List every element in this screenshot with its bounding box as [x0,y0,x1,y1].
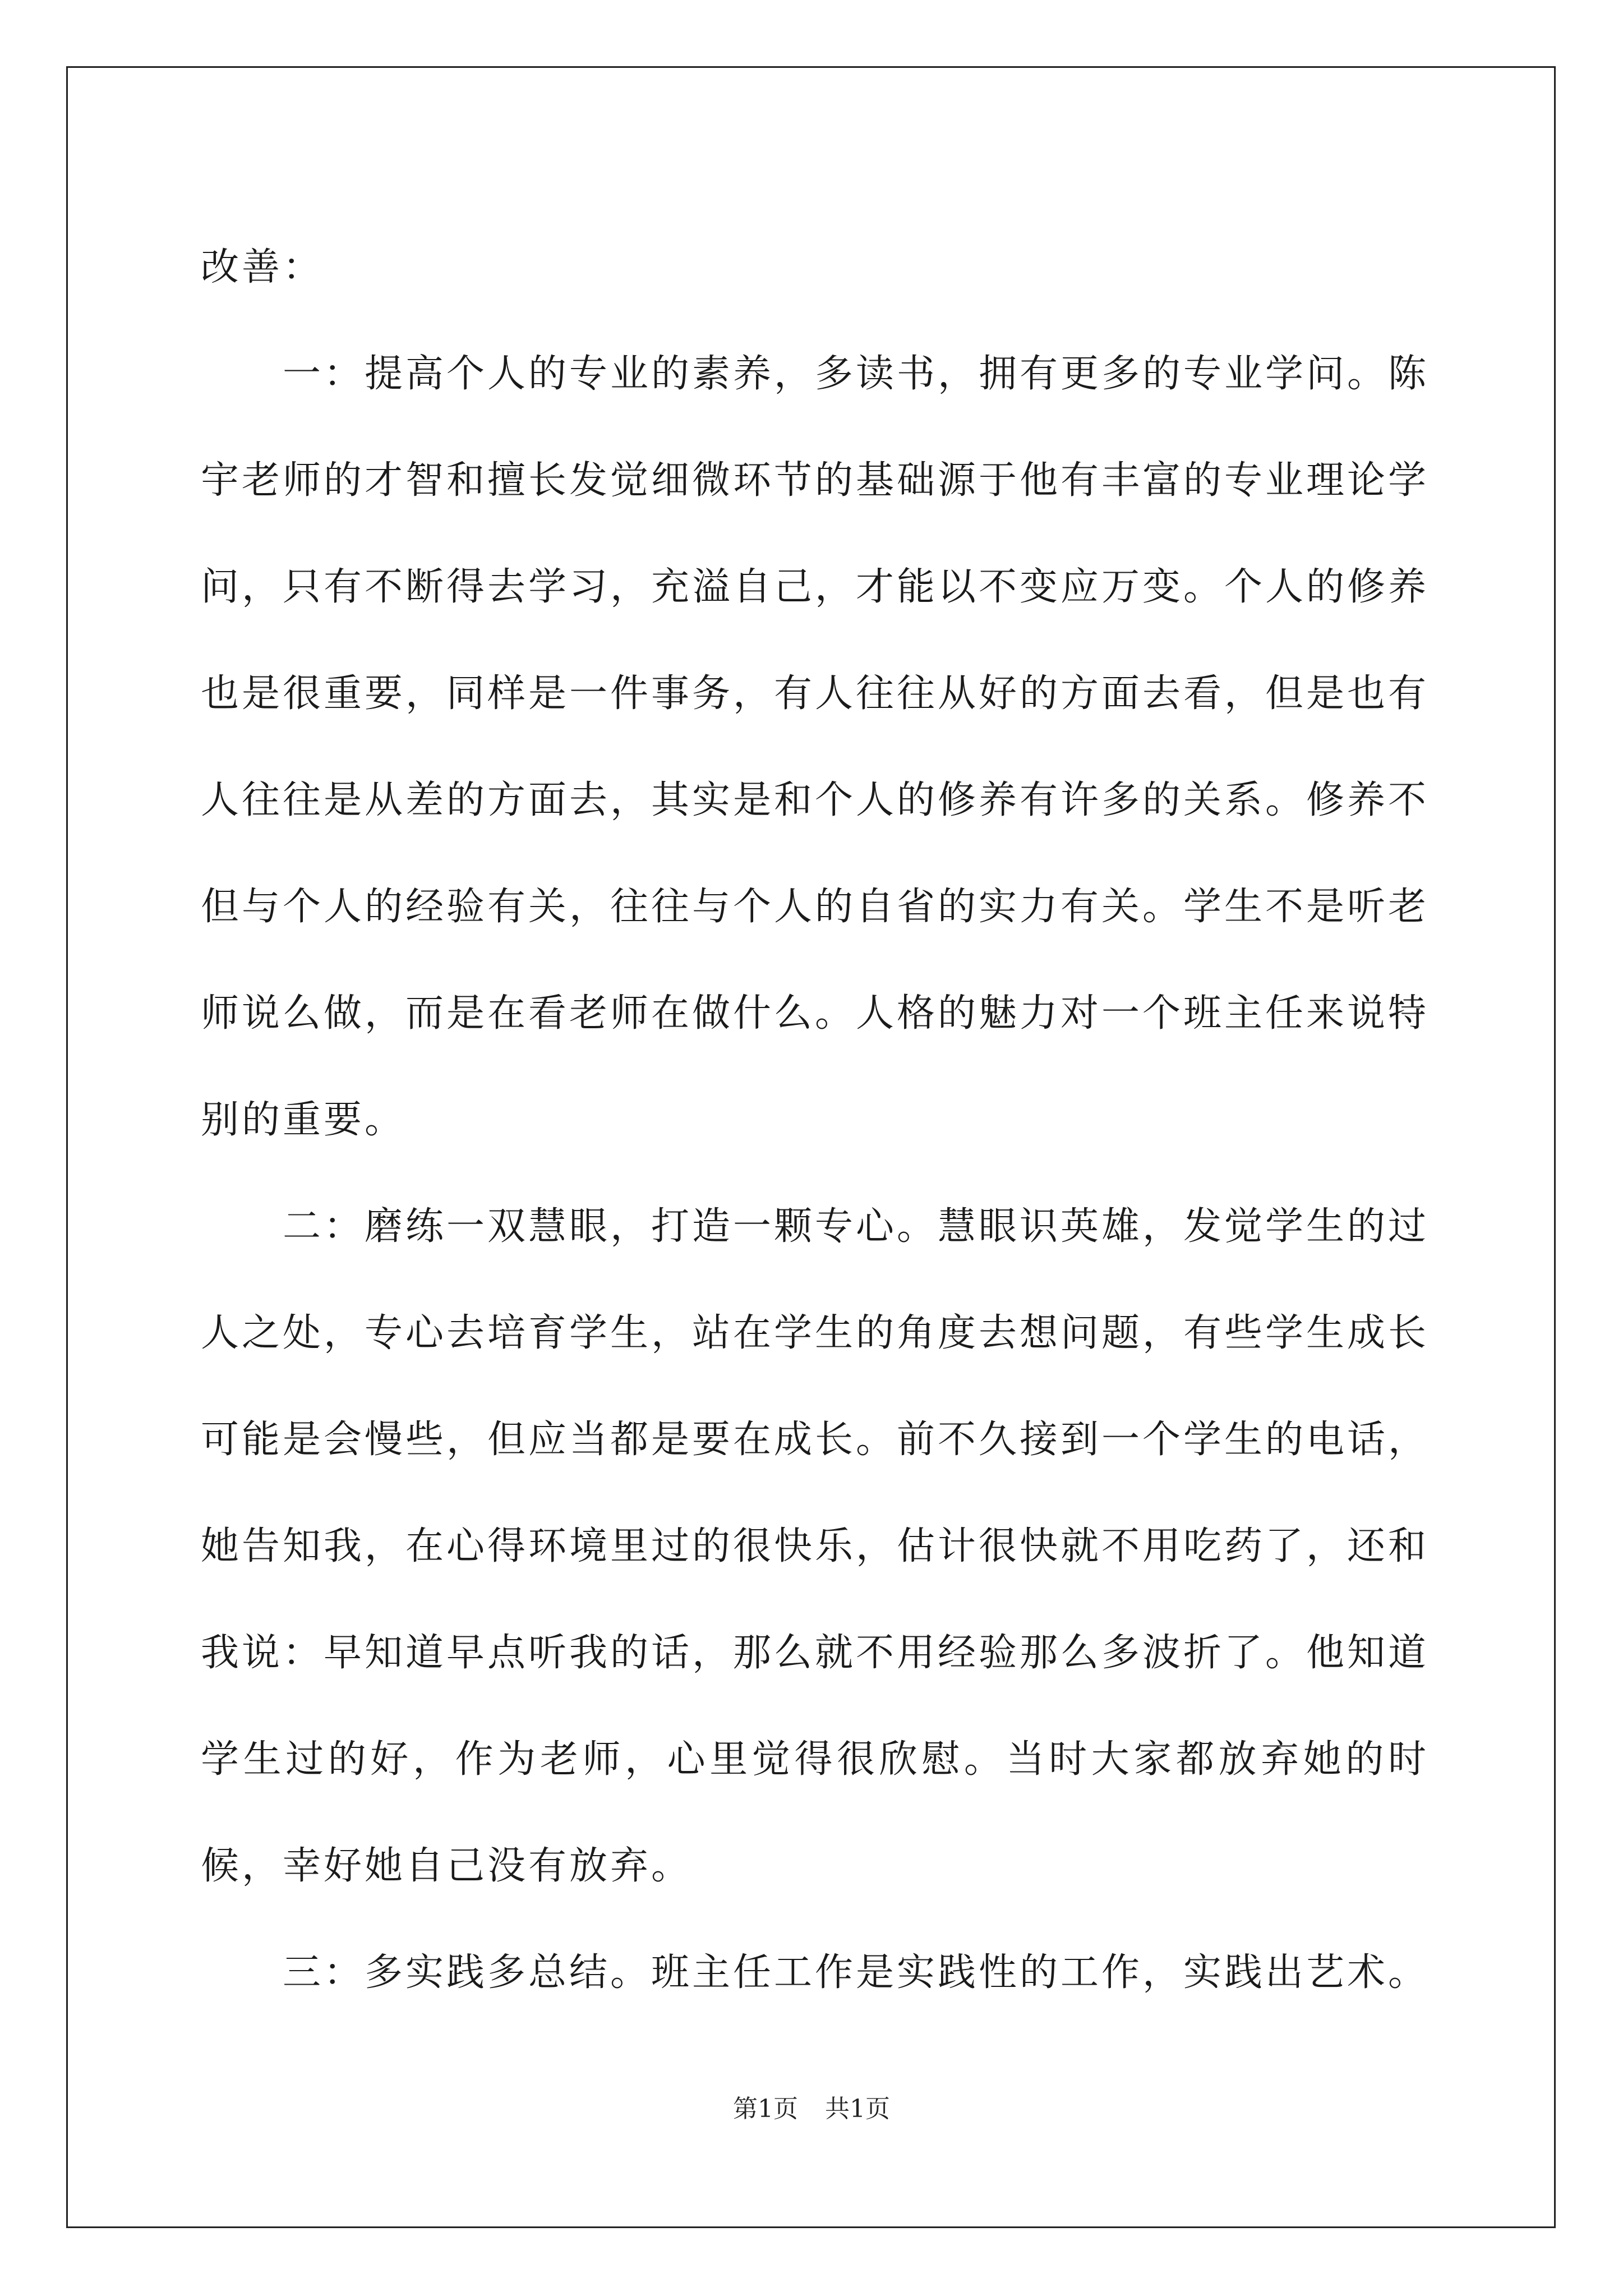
paragraph-3: 三：多实践多总结。班主任工作是实践性的工作，实践出艺术。 [283,1950,1430,1995]
page-count: 共1页 [825,2095,890,2123]
section-heading: 改善： [201,245,324,289]
page-footer [0,2092,1623,2126]
paragraph-1: 一：提高个人的专业的素养，多读书，拥有更多的专业学问。陈宇老师的才智和擅长发觉细微环节的基础源于他有丰富的专业理论学问，只有不断得去学习，充溢自己，才能以不变应万变。个人的修养也是很重要，同样是一件事务，有人往往从好的方面去看，但是也有人往往是从差的方面去，其实是和个人的修养有许多的关系。修养不但与个人的经验有关，往往与个人的自省的实力有关。学生不是听老师说么做，而是在看老师在做什么。人格的魅力对一个班主任来说特别的重要。 [201,352,1430,1142]
page-number: 第1页 [733,2095,798,2123]
paragraph-2: 二：磨练一双慧眼，打造一颗专心。慧眼识英雄，发觉学生的过人之处，专心去培育学生，站在学生的角度去想问题，有些学生成长可能是会慢些，但应当都是要在成长。前不久接到一个学生的电话，她告知我，在心得环境里过的很快乐，估计很快就不用吃药了，还和我说：早知道早点听我的话，那么就不用经验那么多波折了。他知道学生过的好，作为老师，心里觉得很欣慰。当时大家都放弃她的时候，幸好她自己没有放弃。 [201,1204,1430,1888]
document-body [201,214,1429,2026]
